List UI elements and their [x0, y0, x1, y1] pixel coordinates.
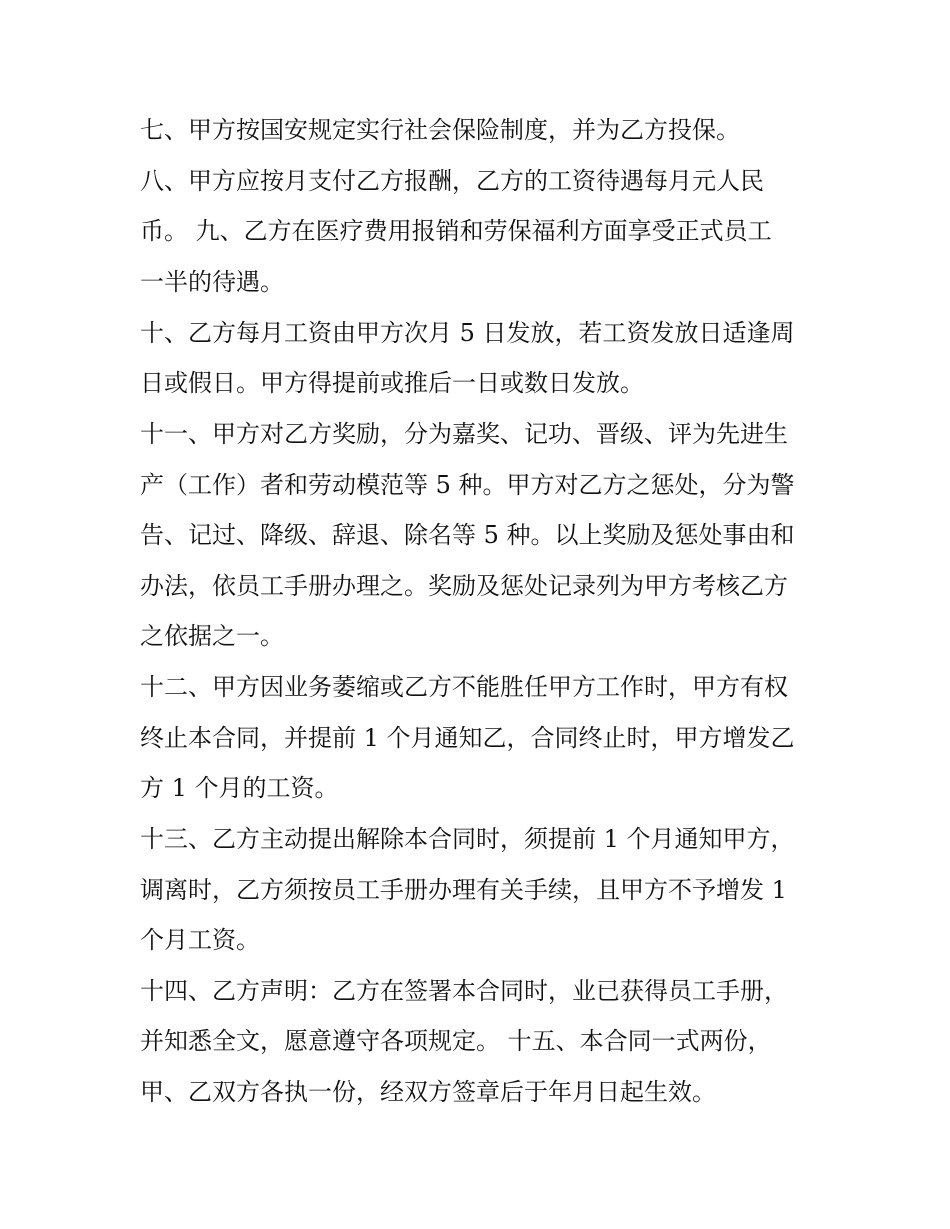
clause-8-line-1: 八、甲方应按月支付乙方报酬，乙方的工资待遇每月元人民 [140, 167, 764, 195]
clause-12-line-1: 十二、甲方因业务萎缩或乙方不能胜任甲方工作时，甲方有权 [140, 673, 788, 701]
clause-7-line-1: 七、甲方按国安规定实行社会保险制度，并为乙方投保。 [140, 116, 740, 144]
clause-11-line-5: 之依据之一。 [140, 622, 284, 650]
clause-9-line-2: 一半的待遇。 [140, 268, 284, 296]
clause-13-line-3: 个月工资。 [140, 926, 260, 954]
clause-10-line-2: 日或假日。甲方得提前或推后一日或数日发放。 [140, 369, 644, 397]
clause-11-line-2: 产（工作）者和劳动模范等 5 种。甲方对乙方之惩处，分为警 [140, 471, 795, 499]
clause-14-line-1: 十四、乙方声明：乙方在签署本合同时，业已获得员工手册， [140, 977, 788, 1005]
clause-11-line-1: 十一、甲方对乙方奖励，分为嘉奖、记功、晋级、评为先进生 [140, 420, 788, 448]
clause-11-line-3: 告、记过、降级、辞退、除名等 5 种。以上奖励及惩处事由和 [140, 521, 795, 549]
clause-8-9-line-2: 币。 九、乙方在医疗费用报销和劳保福利方面享受正式员工 [140, 217, 772, 245]
clause-13-line-2: 调离时，乙方须按员工手册办理有关手续，且甲方不予增发 1 [140, 876, 787, 904]
clause-14-15-line-2: 并知悉全文，愿意遵守各项规定。 十五、本合同一式两份， [140, 1027, 772, 1055]
clause-15-line-2: 甲、乙双方各执一份，经双方签章后于年月日起生效。 [140, 1078, 716, 1106]
clause-13-line-1: 十三、乙方主动提出解除本合同时，须提前 1 个月通知甲方， [140, 825, 795, 853]
clause-12-line-3: 方 1 个月的工资。 [140, 774, 339, 802]
clause-11-line-4: 办法，依员工手册办理之。奖励及惩处记录列为甲方考核乙方 [140, 572, 788, 600]
clause-10-line-1: 十、乙方每月工资由甲方次月 5 日发放，若工资发放日适逢周 [140, 319, 795, 347]
clause-12-line-2: 终止本合同，并提前 1 个月通知乙，合同终止时，甲方增发乙 [140, 724, 795, 752]
